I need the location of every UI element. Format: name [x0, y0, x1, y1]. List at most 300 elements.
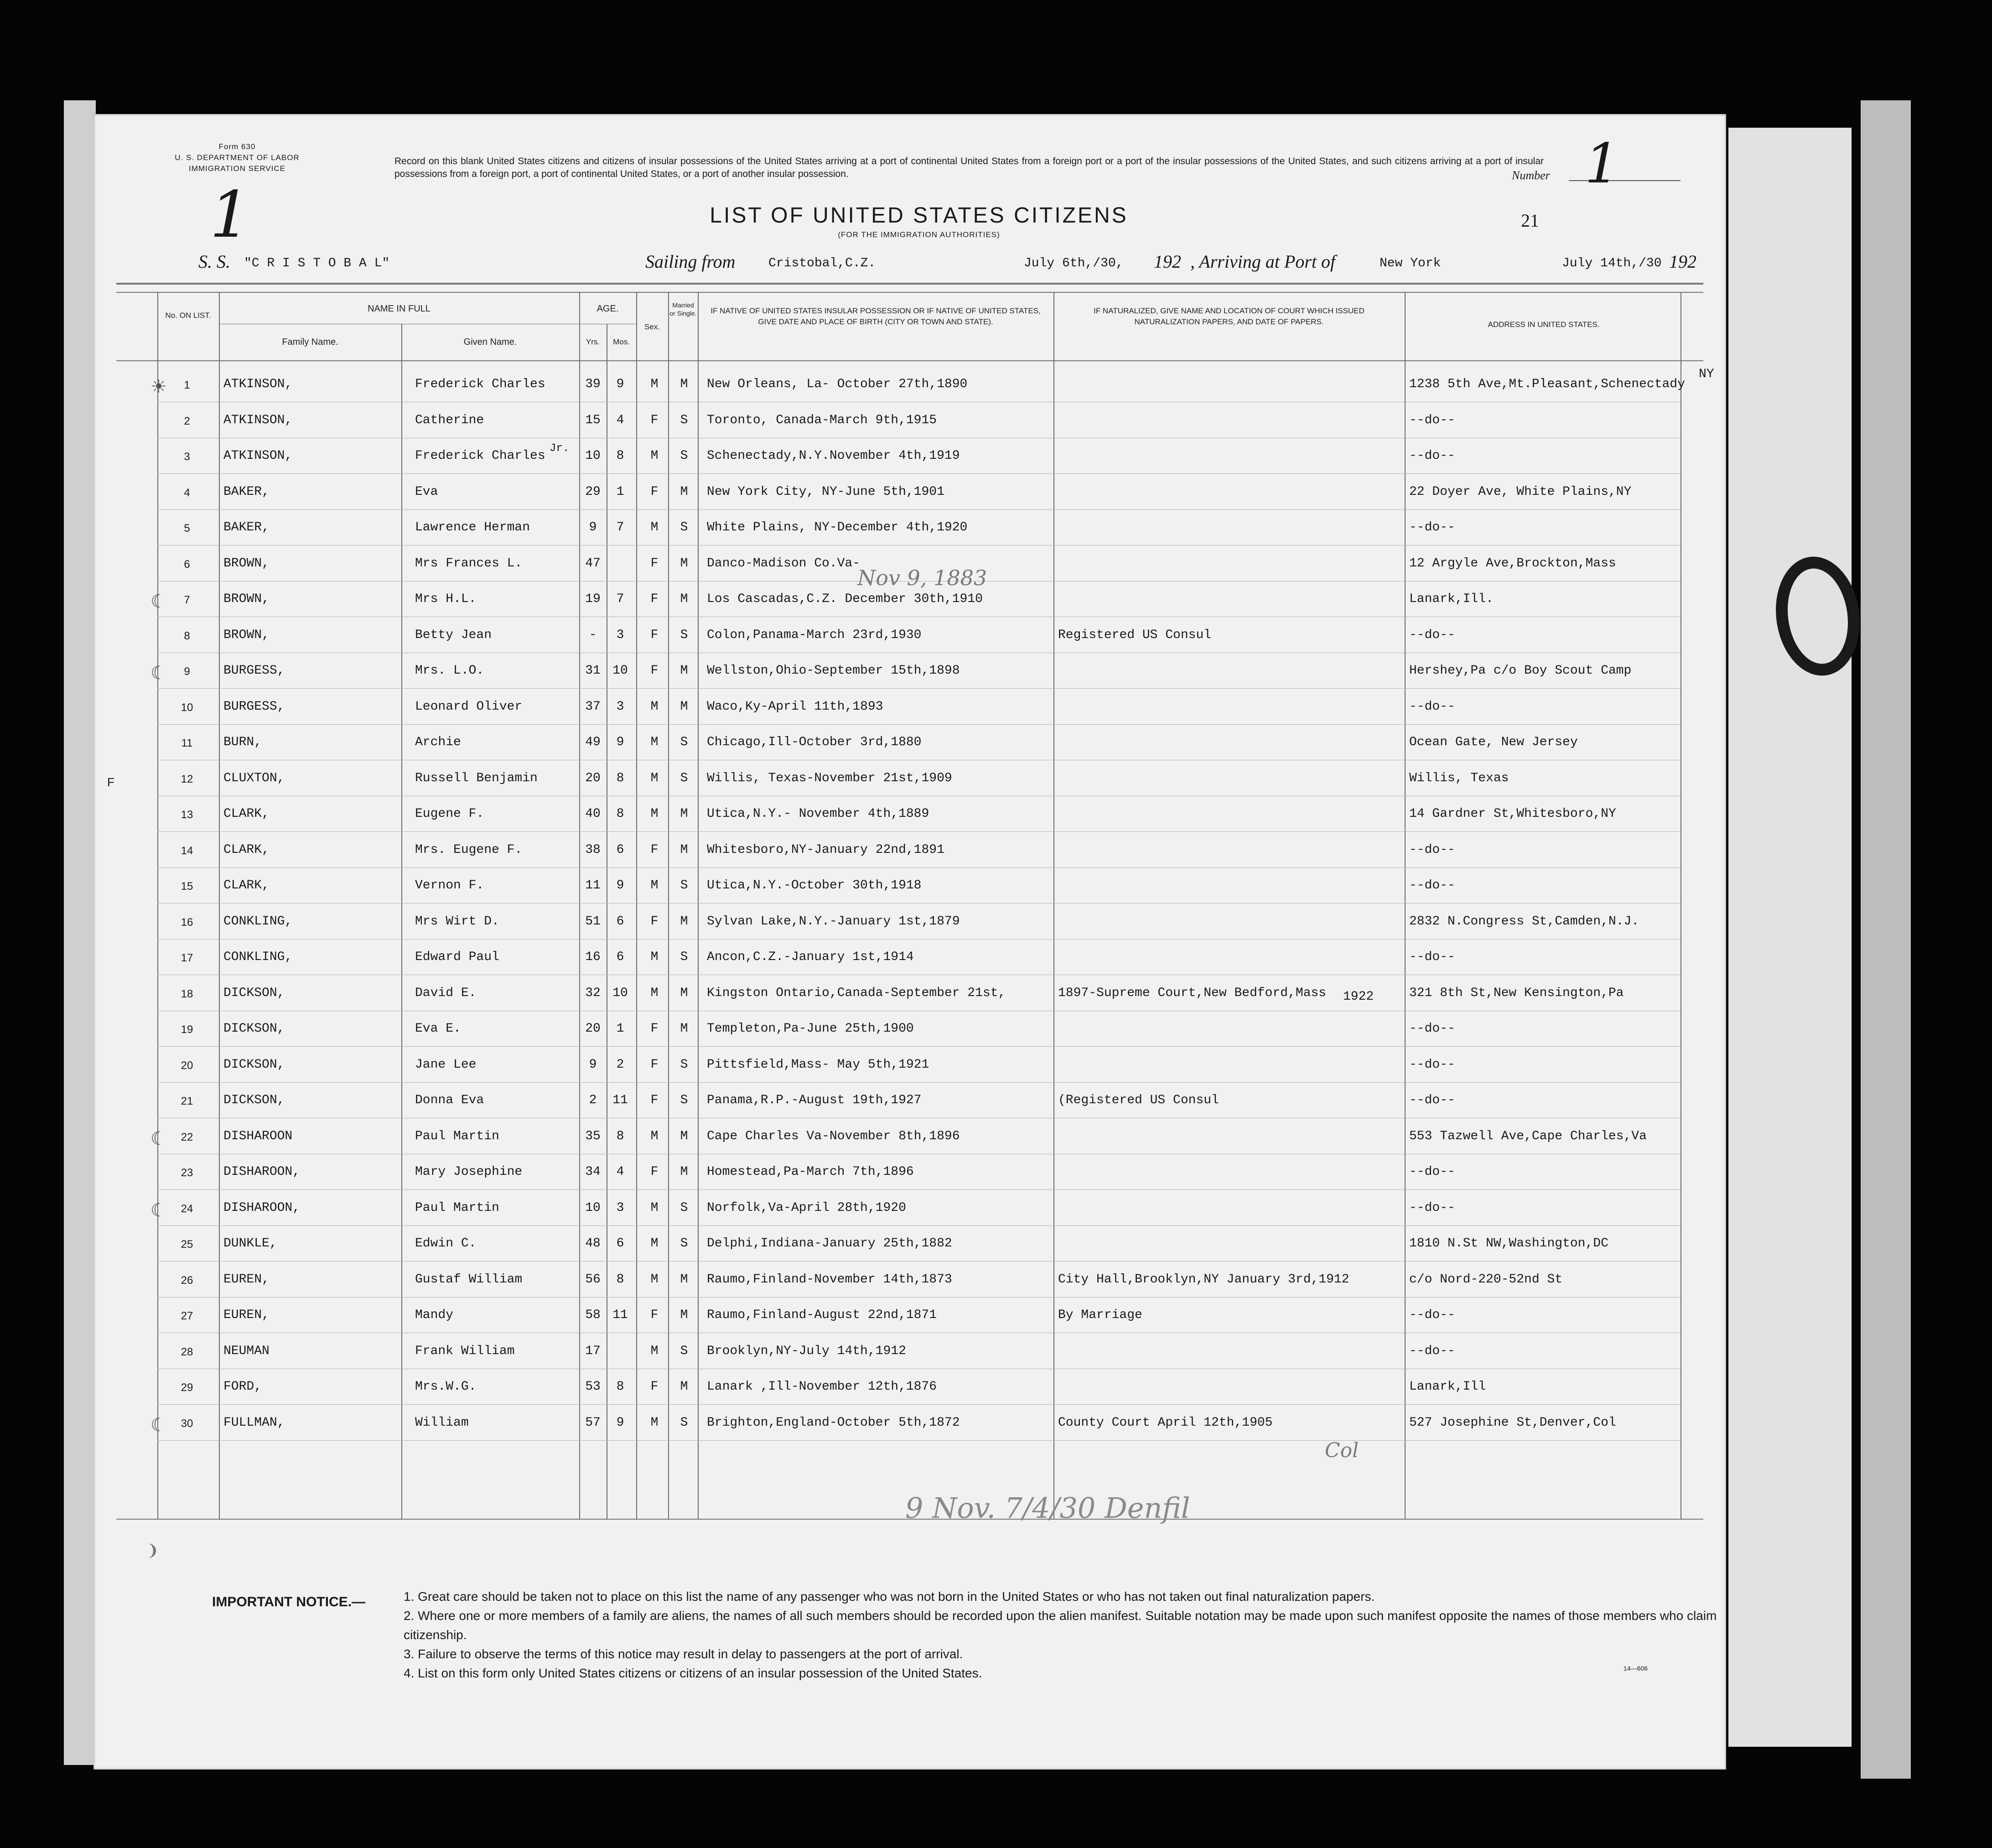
table-row: [93, 761, 1726, 797]
age-years: 16: [585, 950, 601, 964]
row-rule: [157, 939, 1681, 940]
family-name: BROWN,: [223, 592, 270, 606]
age-years: 29: [585, 484, 601, 499]
age-months: 11: [612, 1308, 628, 1322]
age-months: 9: [616, 1415, 624, 1430]
table-row: [93, 1226, 1726, 1262]
given-name: Eugene F.: [415, 807, 484, 821]
sex: M: [650, 735, 659, 749]
age-months: 6: [616, 950, 624, 964]
family-name: ATKINSON,: [223, 449, 293, 463]
birth-place-date: Waco,Ky-April 11th,1893: [707, 699, 883, 714]
age-months: 3: [616, 699, 624, 714]
table-row: [93, 904, 1726, 940]
us-address: --do--: [1409, 1344, 1455, 1358]
family-name: BAKER,: [223, 520, 270, 535]
sex: F: [650, 842, 659, 857]
sex: F: [650, 1308, 659, 1322]
naturalization: (Registered US Consul: [1058, 1093, 1219, 1107]
row-number: 13: [181, 809, 193, 821]
number-label: Number: [1512, 169, 1550, 182]
family-name: EUREN,: [223, 1308, 270, 1322]
given-name: Eva: [415, 484, 438, 499]
given-name: Edward Paul: [415, 950, 499, 964]
margin-check-icon: ☾: [150, 1200, 167, 1220]
table-row: [93, 833, 1726, 868]
row-number: 25: [181, 1238, 193, 1251]
us-address: c/o Nord-220-52nd St: [1409, 1272, 1563, 1287]
marital-status: M: [680, 1022, 688, 1036]
marital-status: M: [680, 1308, 688, 1322]
sex: M: [650, 1415, 659, 1430]
birth-place-date: New Orleans, La- October 27th,1890: [707, 377, 968, 391]
handwritten-corner-mark: 1: [210, 178, 251, 252]
sex: F: [650, 1057, 659, 1072]
given-name: Frank William: [415, 1344, 515, 1358]
table-row: [93, 654, 1726, 689]
age-months: 8: [616, 1380, 624, 1394]
marital-status: S: [680, 878, 688, 893]
row-number: 14: [181, 844, 193, 857]
birth-place-date: Danco-Madison Co.Va-: [707, 556, 861, 571]
age-months: 11: [612, 1093, 628, 1107]
age-years: 34: [585, 1165, 601, 1179]
sex: F: [650, 1093, 659, 1107]
birth-place-date: Los Cascadas,C.Z. December 30th,1910: [707, 592, 983, 606]
sex: M: [650, 1129, 659, 1143]
row-number: 8: [184, 629, 190, 642]
side-mark: F: [107, 775, 114, 789]
age-years: 9: [589, 520, 597, 535]
age-months: 6: [616, 842, 624, 857]
table-row: [93, 1334, 1726, 1370]
row-number: 3: [184, 451, 190, 463]
scan-edge-right-outer: [1861, 100, 1911, 1779]
us-address: 553 Tazwell Ave,Cape Charles,Va: [1409, 1129, 1647, 1143]
age-years: 53: [585, 1380, 601, 1394]
manifest-sheet: [93, 114, 1726, 1770]
family-name: DICKSON,: [223, 1057, 285, 1072]
marital-status: S: [680, 449, 688, 463]
age-months: 8: [616, 449, 624, 463]
birth-place-date: Brooklyn,NY-July 14th,1912: [707, 1344, 906, 1358]
table-row: [93, 1155, 1726, 1190]
family-name: EUREN,: [223, 1272, 270, 1287]
row-rule: [157, 509, 1681, 510]
sex: F: [650, 592, 659, 606]
given-name: Paul Martin: [415, 1200, 499, 1215]
age-years: 31: [585, 664, 601, 678]
given-name: Jane Lee: [415, 1057, 477, 1072]
us-address: 14 Gardner St,Whitesboro,NY: [1409, 807, 1616, 821]
given-name: Edwin C.: [415, 1236, 477, 1251]
age-years: 10: [585, 449, 601, 463]
sex: M: [650, 699, 659, 714]
row-number: 12: [181, 773, 193, 785]
family-name: DISHAROON,: [223, 1200, 301, 1215]
row-number: 5: [184, 522, 190, 535]
age-years: 38: [585, 842, 601, 857]
header-birth: IF NATIVE OF UNITED STATES INSULAR POSSESSION OR IF NATIVE OF UNITED STATES, GIVE DATE AND PLACE OF BIRTH (CITY OR TOWN AND STATE).: [711, 306, 1041, 326]
header-given-name: Given Name.: [463, 337, 517, 347]
table-row: [93, 725, 1726, 761]
marital-status: M: [680, 986, 688, 1000]
family-name: DISHAROON,: [223, 1165, 301, 1179]
printer-code: 14—606: [1624, 1665, 1648, 1672]
given-name: Frederick Charles: [415, 377, 545, 391]
margin-check-icon: ☾: [150, 592, 167, 612]
table-row: [93, 1370, 1726, 1405]
page-subtitle: (FOR THE IMMIGRATION AUTHORITIES): [838, 230, 1000, 239]
family-name: DICKSON,: [223, 1022, 285, 1036]
family-name: DISHAROON: [223, 1129, 293, 1143]
marital-status: S: [680, 413, 688, 427]
table-row: [93, 1262, 1726, 1298]
arrival-date: July 14th,/30: [1562, 256, 1662, 270]
given-name: Mrs.W.G.: [415, 1380, 477, 1394]
handwritten-bottom-note: 9 Nov. 7/4/30 Denfil: [905, 1491, 1190, 1525]
row-number: 11: [181, 737, 193, 749]
header-naturalized: IF NATURALIZED, GIVE NAME AND LOCATION OF COURT WHICH ISSUED NATURALIZATION PAPERS, AND DATE OF PAPERS.: [1094, 306, 1364, 326]
age-months: 4: [616, 413, 624, 427]
birth-place-date: Lanark ,Ill-November 12th,1876: [707, 1380, 937, 1394]
given-name: Gustaf William: [415, 1272, 523, 1287]
birth-place-date: Utica,N.Y.-October 30th,1918: [707, 878, 922, 893]
marital-status: M: [680, 807, 688, 821]
page-title: LIST OF UNITED STATES CITIZENS: [710, 203, 1128, 228]
age-months: 9: [616, 878, 624, 893]
given-name: Leonard Oliver: [415, 699, 523, 714]
header-no: No. ON LIST.: [165, 311, 211, 320]
table-row: [93, 1191, 1726, 1226]
sex: F: [650, 1380, 659, 1394]
family-name: NEUMAN: [223, 1344, 270, 1358]
us-address: --do--: [1409, 1057, 1455, 1072]
given-name: Mrs Wirt D.: [415, 914, 499, 929]
age-months: 10: [612, 986, 628, 1000]
age-months: 6: [616, 1236, 624, 1251]
sex: M: [650, 449, 659, 463]
birth-place-date: New York City, NY-June 5th,1901: [707, 484, 944, 499]
sex: M: [650, 377, 659, 391]
row-number: 22: [181, 1131, 193, 1143]
table-row: [93, 940, 1726, 976]
marital-status: M: [680, 556, 688, 571]
age-years: 2: [589, 1093, 597, 1107]
marital-status: M: [680, 1380, 688, 1394]
voyage-rule: [116, 283, 1703, 285]
sex: F: [650, 1022, 659, 1036]
family-name: BURN,: [223, 735, 262, 749]
us-address: Ocean Gate, New Jersey: [1409, 735, 1578, 749]
us-address: 12 Argyle Ave,Brockton,Mass: [1409, 556, 1616, 571]
marital-status: M: [680, 1272, 688, 1287]
naturalization: Registered US Consul: [1058, 628, 1212, 642]
notice-heading: IMPORTANT NOTICE.—: [212, 1594, 366, 1609]
naturalization: 1897-Supreme Court,New Bedford,Mass: [1058, 986, 1327, 1000]
us-address: --do--: [1409, 699, 1455, 714]
us-address: --do--: [1409, 520, 1455, 535]
family-name: DICKSON,: [223, 1093, 285, 1107]
marital-status: M: [680, 664, 688, 678]
row-number: 2: [184, 415, 190, 427]
us-address: 1810 N.St NW,Washington,DC: [1409, 1236, 1608, 1251]
birth-place-date: Brighton,England-October 5th,1872: [707, 1415, 960, 1430]
given-name: Mrs. Eugene F.: [415, 842, 523, 857]
age-months: 8: [616, 771, 624, 785]
birth-place-date: Kingston Ontario,Canada-September 21st,: [707, 986, 1006, 1000]
table-row: [93, 690, 1726, 725]
us-address: --do--: [1409, 1200, 1455, 1215]
row-number: 20: [181, 1059, 193, 1072]
row-rule: [157, 1046, 1681, 1047]
us-address: 527 Josephine St,Denver,Col: [1409, 1415, 1616, 1430]
row-number: 16: [181, 916, 193, 929]
sex: F: [650, 413, 659, 427]
form-number: Form 630: [218, 142, 256, 151]
arrival-port: New York: [1380, 256, 1441, 270]
sex: M: [650, 1344, 659, 1358]
family-name: FORD,: [223, 1380, 262, 1394]
row-rule: [157, 688, 1681, 689]
age-years: 56: [585, 1272, 601, 1287]
us-address: 1238 5th Ave,Mt.Pleasant,Schenectady: [1409, 377, 1685, 391]
us-address: --do--: [1409, 1308, 1455, 1322]
table-row: [93, 797, 1726, 832]
given-name: Lawrence Herman: [415, 520, 530, 535]
age-years: 48: [585, 1236, 601, 1251]
family-name: BROWN,: [223, 556, 270, 571]
sex: M: [650, 878, 659, 893]
us-address: Hershey,Pa c/o Boy Scout Camp: [1409, 664, 1632, 678]
header-family-name: Family Name.: [282, 337, 338, 347]
form-instructions: Record on this blank United States citizens and citizens of insular possessions of the United States arriving at a port of continental United States from a foreign port or a port of the insular possessions of the United States, and such citizens arriving at a port of insular possessions from a foreign port, a port of continental United States, or a port of another insular possession.: [394, 156, 1544, 179]
age-months: 3: [616, 628, 624, 642]
birth-place-date: Raumo,Finland-August 22nd,1871: [707, 1308, 937, 1322]
margin-check-icon: ☾: [150, 1128, 167, 1149]
notice-item-4: 4. List on this form only United States citizens or citizens of an insular possession of the United States.: [404, 1666, 982, 1680]
notice-item-2: 2. Where one or more members of a family are aliens, the names of all such members should be recorded upon the alien manifest. Suitable notation may be made upon such manifest opposite the names of those members who claim citizenship.: [404, 1609, 1717, 1642]
service-name: IMMIGRATION SERVICE: [188, 164, 285, 173]
handwritten-col-note: Col: [1325, 1439, 1359, 1462]
birth-place-date: Wellston,Ohio-September 15th,1898: [707, 664, 960, 678]
us-address: --do--: [1409, 950, 1455, 964]
given-name: Mary Josephine: [415, 1165, 523, 1179]
age-years: 9: [589, 1057, 597, 1072]
us-address: --do--: [1409, 1022, 1455, 1036]
us-address: --do--: [1409, 842, 1455, 857]
row-number: 9: [184, 665, 190, 678]
naturalization: By Marriage: [1058, 1308, 1142, 1322]
margin-check-icon: ☾: [150, 663, 167, 683]
sex: M: [650, 771, 659, 785]
family-name: BAKER,: [223, 484, 270, 499]
sex: F: [650, 664, 659, 678]
scan-edge-left: [64, 100, 96, 1765]
family-name: DICKSON,: [223, 986, 285, 1000]
given-name: Betty Jean: [415, 628, 492, 642]
age-years: 10: [585, 1200, 601, 1215]
row-number: 10: [181, 701, 193, 714]
row-rule: [157, 1189, 1681, 1190]
marital-status: S: [680, 1236, 688, 1251]
sex: F: [650, 1165, 659, 1179]
family-name: BURGESS,: [223, 699, 285, 714]
birth-place-date: Norfolk,Va-April 28th,1920: [707, 1200, 906, 1215]
age-years: 32: [585, 986, 601, 1000]
row-rule: [157, 1440, 1681, 1441]
birth-place-date: Panama,R.P.-August 19th,1927: [707, 1093, 922, 1107]
row-rule: [157, 831, 1681, 832]
ship-name: "C R I S T O B A L": [244, 256, 390, 270]
us-address: --do--: [1409, 878, 1455, 893]
birth-place-date: Sylvan Lake,N.Y.-January 1st,1879: [707, 914, 960, 929]
sex: F: [650, 484, 659, 499]
age-months: 10: [612, 664, 628, 678]
family-name: CLUXTON,: [223, 771, 285, 785]
given-name: David E.: [415, 986, 477, 1000]
row-rule: [157, 1297, 1681, 1298]
marital-status: S: [680, 1200, 688, 1215]
from-port: Cristobal,C.Z.: [768, 256, 876, 270]
table-top-rule: [116, 292, 1703, 293]
us-address: --do--: [1409, 1165, 1455, 1179]
birth-place-date: Cape Charles Va-November 8th,1896: [707, 1129, 960, 1143]
sailing-label: Sailing from: [645, 251, 736, 272]
table-row: [93, 1298, 1726, 1334]
given-name: Eva E.: [415, 1022, 461, 1036]
marital-status: M: [680, 592, 688, 606]
age-years: -: [589, 628, 597, 642]
age-years: 49: [585, 735, 601, 749]
header-bottom-rule: [116, 360, 1703, 361]
margin-check-icon: ☾: [150, 1415, 167, 1435]
us-address: Willis, Texas: [1409, 771, 1509, 785]
age-months: 4: [616, 1165, 624, 1179]
marital-status: M: [680, 699, 688, 714]
age-years: 19: [585, 592, 601, 606]
row-rule: [157, 1082, 1681, 1083]
sex: F: [650, 556, 659, 571]
marital-status: S: [680, 735, 688, 749]
form-identifier: [150, 141, 324, 174]
row-number: 17: [181, 952, 193, 964]
us-address: 321 8th St,New Kensington,Pa: [1409, 986, 1624, 1000]
voyage-line: [198, 251, 1703, 283]
family-name: BURGESS,: [223, 664, 285, 678]
header-address: ADDRESS IN UNITED STATES.: [1488, 320, 1600, 329]
age-years: 47: [585, 556, 601, 571]
row-number: 24: [181, 1202, 193, 1215]
naturalization: County Court April 12th,1905: [1058, 1415, 1273, 1430]
depart-date: July 6th,/30,: [1024, 256, 1124, 270]
table-row: [93, 510, 1726, 546]
age-years: 40: [585, 807, 601, 821]
family-name: FULLMAN,: [223, 1415, 285, 1430]
sex: M: [650, 1200, 659, 1215]
us-address: --do--: [1409, 628, 1455, 642]
birth-place-date: Raumo,Finland-November 14th,1873: [707, 1272, 952, 1287]
age-years: 51: [585, 914, 601, 929]
age-years: 58: [585, 1308, 601, 1322]
birth-place-date: Ancon,C.Z.-January 1st,1914: [707, 950, 914, 964]
header-age: AGE.: [597, 304, 619, 314]
row-number: 27: [181, 1310, 193, 1322]
family-name: CONKLING,: [223, 914, 293, 929]
age-months: 8: [616, 1272, 624, 1287]
age-years: 17: [585, 1344, 601, 1358]
marital-status: S: [680, 1415, 688, 1430]
age-months: 7: [616, 592, 624, 606]
birth-place-date: Schenectady,N.Y.November 4th,1919: [707, 449, 960, 463]
sex: M: [650, 1272, 659, 1287]
row-rule: [157, 724, 1681, 725]
row-number: 15: [181, 880, 193, 893]
family-name: DUNKLE,: [223, 1236, 277, 1251]
table-row: [93, 976, 1726, 1012]
row-number: 28: [181, 1345, 193, 1358]
birth-place-date: White Plains, NY-December 4th,1920: [707, 520, 968, 535]
row-rule: [157, 1404, 1681, 1405]
table-row: [93, 1406, 1726, 1441]
given-name: William: [415, 1415, 469, 1430]
family-name: CLARK,: [223, 807, 270, 821]
family-name: CLARK,: [223, 842, 270, 857]
sex: M: [650, 520, 659, 535]
age-months: 1: [616, 1022, 624, 1036]
given-name: Vernon F.: [415, 878, 484, 893]
age-months: 2: [616, 1057, 624, 1072]
us-address: 22 Doyer Ave, White Plains,NY: [1409, 484, 1632, 499]
given-name: Mrs. L.O.: [415, 664, 484, 678]
sex: F: [650, 628, 659, 642]
age-years: 20: [585, 1022, 601, 1036]
us-address: --do--: [1409, 413, 1455, 427]
margin-check-icon: ☀: [150, 377, 167, 397]
header-married-or-single: Married or Single.: [669, 301, 697, 317]
row-number: 18: [181, 987, 193, 1000]
given-name: Frederick Charles: [415, 449, 545, 463]
age-years: 57: [585, 1415, 601, 1430]
family-name: CONKLING,: [223, 950, 293, 964]
sex: M: [650, 986, 659, 1000]
sex: M: [650, 807, 659, 821]
header-name-in-full: NAME IN FULL: [368, 304, 431, 314]
birth-place-date: Toronto, Canada-March 9th,1915: [707, 413, 937, 427]
family-name: ATKINSON,: [223, 413, 293, 427]
birth-place-date: Colon,Panama-March 23rd,1930: [707, 628, 922, 642]
notice-item-1: 1. Great care should be taken not to place on this list the name of any passenger who was not born in the United States or who has not taken out final naturalization papers.: [404, 1589, 1375, 1604]
given-name: Mrs Frances L.: [415, 556, 523, 571]
us-address: Lanark,Ill.: [1409, 592, 1494, 606]
table-row: [93, 403, 1726, 439]
age-years: 37: [585, 699, 601, 714]
scan-edge-right: [1728, 128, 1852, 1747]
given-name: Paul Martin: [415, 1129, 499, 1143]
birth-place-date: Chicago,Ill-October 3rd,1880: [707, 735, 922, 749]
notice-item-3: 3. Failure to observe the terms of this notice may result in delay to passengers at the port of arrival.: [404, 1647, 963, 1661]
given-name: Catherine: [415, 413, 484, 427]
row-number: 21: [181, 1095, 193, 1107]
row-number: 19: [181, 1023, 193, 1036]
marital-status: S: [680, 520, 688, 535]
number-value: 1: [1585, 132, 1620, 196]
row-rule: [157, 1225, 1681, 1226]
birth-place-date: Whitesboro,NY-January 22nd,1891: [707, 842, 944, 857]
marital-status: S: [680, 771, 688, 785]
table-row: [93, 367, 1726, 403]
marital-status: M: [680, 914, 688, 929]
